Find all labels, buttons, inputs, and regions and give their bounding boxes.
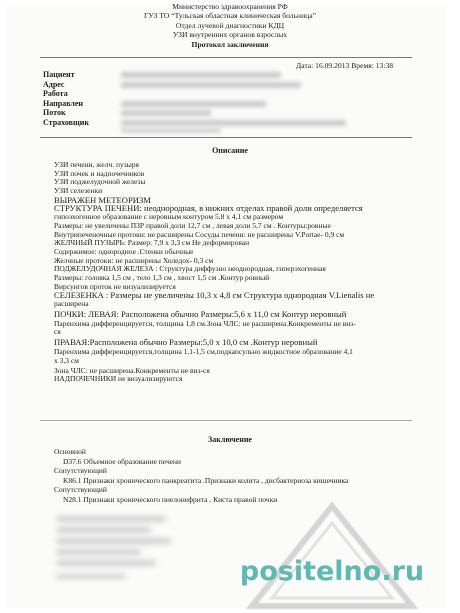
description-line: расширена: [54, 299, 89, 308]
conclusion-body: [54, 447, 348, 505]
conclusion-title: Заключение: [208, 435, 252, 444]
description-line: ЖЕЛЧНЫЙ ПУЗЫРЬ: Размер: 7,9 х 3,3 см Не деформирован: [54, 238, 250, 248]
redacted-value: [121, 82, 301, 88]
field-label: Работа: [43, 89, 68, 98]
description-line: Зона ЧЛС: не расширена.Конкременты не виз-ся: [54, 365, 210, 375]
hospital-line: ГУЗ ТО “Тульская областная клиническая больница”: [144, 11, 316, 21]
field-patient: [43, 70, 346, 80]
ministry-line: Министерство здравоохранения РФ: [172, 2, 288, 11]
description-line: УЗИ поджелудочной железы: [54, 177, 146, 187]
description-line: Размеры: не увеличены ПЗР правой доли 12,7 см , левая доли 5,7 см . Контуры:ровные: [54, 220, 331, 230]
description-line: ПОЧКИ: ЛЕВАЯ: Расположена обычно Размеры:5,6 х 11,0 см Контур неровный: [54, 308, 347, 319]
fields-divider: [40, 137, 412, 138]
redacted-signature: [56, 560, 156, 566]
description-line: УЗИ печени, желч. пузыря: [54, 160, 139, 169]
description-line: ПРАВАЯ:Расположена обычно Размеры:5,0 х 10,0 см .Контур неровный: [54, 337, 318, 348]
description-line: СЕЛЕЗЕНКА : Размеры не увеличены 10,3 х 4,8 см Структура однородная V.Lienalis не: [54, 290, 375, 301]
conclusion-accompanying-label: Сопутствующий: [54, 466, 107, 476]
department-line: Отдел лучевой диагностики КДЦ: [175, 20, 285, 30]
redacted-signature: [56, 516, 166, 522]
description-line: НАДПОЧЕЧНИКИ не визуализируются: [54, 374, 183, 384]
field-referred: [43, 99, 346, 109]
description-line: Паренхима дифференцируется,толщина 1,1-1,5 см,подкапсульно жидкостное образование 4,1: [54, 347, 353, 357]
description-line: СТРУКТУРА ПЕЧЕНИ: неоднородная, в нижних отделах правой доли определяется: [54, 203, 363, 214]
field-work: [43, 89, 346, 99]
protocol-title: Протокол заключения: [191, 39, 269, 49]
description-line: ся: [54, 327, 61, 337]
description-line: УЗИ селезенки: [54, 186, 103, 196]
redacted-signature: [56, 549, 141, 555]
field-stream: [43, 108, 346, 118]
conclusion-main-label: Основной: [54, 447, 86, 456]
description-line: ВЫРАЖЕН МЕТЕОРИЗМ: [54, 194, 151, 205]
document-header: [0, 2, 460, 49]
field-label: Поток: [43, 108, 66, 117]
description-divider: [40, 420, 412, 421]
description-line: Содержимое: однородное .Стенки обычные: [54, 246, 194, 256]
conclusion-accompanying-item: N28.1 Признаки хронического пиелонефрита . Киста правой почки: [63, 494, 278, 504]
conclusion-accompanying-label: Сопутствующий: [54, 485, 107, 495]
field-label: Страховщик: [43, 117, 89, 127]
patient-fields: [43, 70, 346, 137]
redacted-value: [121, 101, 266, 107]
field-address: [43, 80, 346, 90]
redacted-value: [121, 120, 346, 126]
description-line: Вирсунгов проток не визуализируется: [54, 281, 176, 291]
field-insurer: [43, 118, 346, 128]
date-time: Дата: 16.09.2013 Время: 13:38: [296, 61, 394, 70]
description-line: Внутрипеченочные протоки: не расширены Сосуды печени: не расширены V.Portae- 0,9 см: [54, 229, 345, 239]
redacted-signature: [56, 527, 151, 533]
redacted-signature: [56, 574, 126, 579]
redacted-value: [121, 110, 211, 116]
conclusion-main-item: D37.6 Объемное образование печени: [63, 456, 182, 466]
description-line: ПОДЖЕЛУДОЧНАЯ ЖЕЛЕЗА : Структура диффузно неоднородная, гиперэхогенная: [54, 264, 326, 274]
redacted-value: [121, 128, 221, 133]
watermark-text: positelno.ru: [239, 556, 425, 587]
watermark-stamp: [232, 498, 432, 610]
description-line: Желчные протоки: не расширены Холедох- 0,3 см: [54, 255, 214, 265]
description-line: х 3,3 см: [54, 355, 79, 365]
description-title: Описание: [212, 146, 248, 155]
redacted-value: [121, 72, 281, 78]
unit-line: УЗИ внутренних органов взрослых: [172, 30, 288, 40]
description-line: УЗИ почек и надпочечников: [54, 168, 145, 178]
conclusion-accompanying-item: K86.1 Признаки хронического панкреатита .Признаки колита , дисбактериоза кишечника: [63, 475, 349, 485]
description-body: [54, 161, 439, 384]
field-label: Адрес: [43, 79, 65, 89]
field-label: Направлен: [43, 98, 84, 108]
field-insurer-cont: [43, 127, 346, 137]
header-divider: [40, 57, 412, 58]
description-line: гипоэхогенное образование с неровным контуром 5,8 х 4,1 см размером: [54, 212, 284, 222]
description-line: Размеры: головка 1,5 см , тело 1,3 см , хвост 1,5 см .Контур ровный: [54, 272, 270, 282]
field-label: Пациент: [43, 70, 75, 79]
redacted-signature: [56, 538, 171, 544]
description-line: Паренхима дифференцируется, толщина 1,8 см.Зона ЧЛС: не расширена.Конкременты не виз-: [54, 318, 356, 328]
